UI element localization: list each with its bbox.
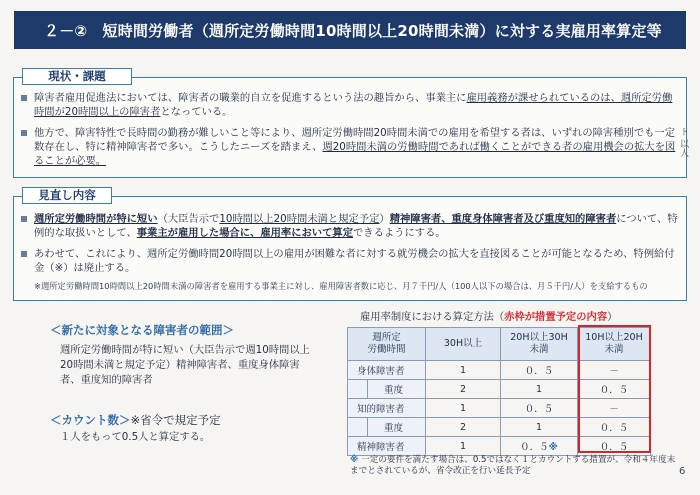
header-text: 10H以上20H 未満 — [585, 332, 643, 355]
header-text: 20H以上30H 未満 — [510, 332, 568, 355]
bold-text: 精神障害者、重度身体障害者及び重度知的障害者 — [389, 213, 617, 225]
indent-cell — [348, 380, 368, 399]
rate-table — [347, 327, 651, 456]
indent-cell — [348, 418, 368, 437]
text: ） — [379, 213, 390, 225]
header-text: 30H以上 — [443, 338, 483, 349]
section-current-issues — [13, 77, 687, 178]
underlined-text: 週20時間未満の労働時間であれば働くことができる者の雇用機会の拡大を図ることが必要。 — [34, 141, 676, 167]
cell: ０．５ — [501, 399, 578, 418]
table-row — [348, 437, 651, 456]
cell: 2 — [426, 380, 501, 399]
issue-bullet-2 — [34, 126, 679, 168]
table-title-text: ） — [607, 311, 618, 323]
cell: ０．５ — [501, 361, 578, 380]
cell: － — [578, 361, 651, 380]
table-row — [348, 361, 651, 380]
cell: 1 — [426, 437, 501, 456]
target-body: 週所定労働時間が特に短い（大臣告示で週10時間以上20時間未満と規定予定）精神障害者、重度身体障害者、重度知的障害者 — [60, 344, 310, 386]
count-body: １人をもって0.5人と算定する。 — [60, 431, 211, 443]
row-label: 重度 — [368, 380, 426, 399]
cell — [501, 437, 578, 456]
text: について、特例的な取扱いとして、 — [34, 213, 678, 239]
revision-bullet-1 — [34, 212, 679, 240]
cell: － — [578, 399, 651, 418]
target-heading: ＜新たに対象となる障害者の範囲＞ — [50, 323, 234, 337]
footnote-mark: ※ — [350, 455, 359, 465]
row-label: 身体障害者 — [348, 361, 426, 380]
text: となっている。 — [160, 106, 233, 118]
header-10-20h — [578, 328, 651, 361]
table-row — [348, 399, 651, 418]
header-30h — [426, 328, 501, 361]
cell-mark: ※ — [548, 442, 558, 453]
cell: 1 — [426, 399, 501, 418]
text: （大臣告示で — [157, 213, 220, 225]
underlined-text: 10時間以上20時間未満と規定予定 — [219, 213, 380, 225]
slide-title: ２－② 短時間労働者（週所定労働時間10時間以上20時間未満）に対する実雇用率算定等 — [14, 11, 686, 49]
table-title-highlight: 赤枠が措置予定の内容 — [504, 311, 608, 323]
row-label: 知的障害者 — [348, 399, 426, 418]
underlined-text: 雇用義務が課せられているのは、週所定労働時間が20時間以上の障害者 — [34, 92, 673, 118]
table-footnote — [350, 455, 680, 477]
cell: ０．５ — [578, 437, 651, 456]
count-heading — [50, 412, 221, 428]
bold-text: 事業主が雇用した場合に、雇用率において算定 — [136, 227, 353, 239]
footnote-text: 一定の要件を満たす場合は、0.5ではなく１とカウントする措置が、令和４年度末までとされているが、省令改正を行い延長予定 — [350, 455, 676, 476]
row-label: 精神障害者 — [348, 437, 426, 456]
table-header-row — [348, 328, 651, 361]
cell: 1 — [501, 418, 578, 437]
header-20-30h — [501, 328, 578, 361]
revision-bullet-2: あわせて、これにより、週所定労働時間20時間以上の雇用が困難な者に対する就労機会の拡大を直接図ることが可能となるため、特例給付金（※）は廃止する。 — [34, 247, 679, 275]
table-row — [348, 380, 651, 399]
cell: 1 — [501, 380, 578, 399]
cell-value: ０．５ — [520, 442, 549, 453]
subsidy-note: ※週所定労働時間10時間以上20時間未満の障害者を雇用する事業主に対し、雇用障害者数に応じ、月７千円/人（100人以下の場合は、月５千円/人）を支給するもの — [34, 281, 648, 291]
section-revision — [13, 196, 687, 301]
row-label: 重度 — [368, 418, 426, 437]
text: 障害者雇用促進法においては、障害者の職業的自立を促進するという法の趣旨から、事業主に — [34, 92, 467, 104]
page-number: 6 — [679, 466, 686, 477]
table-title — [360, 308, 617, 323]
header-text: 週所定 労働時間 — [367, 332, 406, 355]
count-heading-label: ＜カウント数＞ — [50, 413, 131, 427]
handwritten-note: ト 以人 — [678, 127, 688, 157]
issue-bullet-1 — [34, 91, 679, 119]
table-title-text: 雇用率制度における算定方法（ — [360, 311, 505, 323]
cell: ０．５ — [578, 380, 651, 399]
table-row — [348, 418, 651, 437]
text: 他方で、障害特性で長時間の勤務が難しいこと等により、週所定労働時間20時間未満での雇用を希望する者は、いずれの障害種別でも一定数存在し、特に精神障害者で多い。こうしたニーズを踏まえ、 — [34, 127, 676, 153]
count-heading-note: ※省令で規定予定 — [130, 413, 221, 427]
cell: 2 — [426, 418, 501, 437]
cell: 1 — [426, 361, 501, 380]
header-hours — [348, 328, 426, 361]
cell: ０．５ — [578, 418, 651, 437]
bold-text: 週所定労働時間が特に短い — [34, 213, 158, 225]
text: できるようにする。 — [353, 227, 446, 239]
section-tab-current-issues: 現状・課題 — [22, 68, 132, 85]
section-tab-revision: 見直し内容 — [22, 187, 112, 204]
